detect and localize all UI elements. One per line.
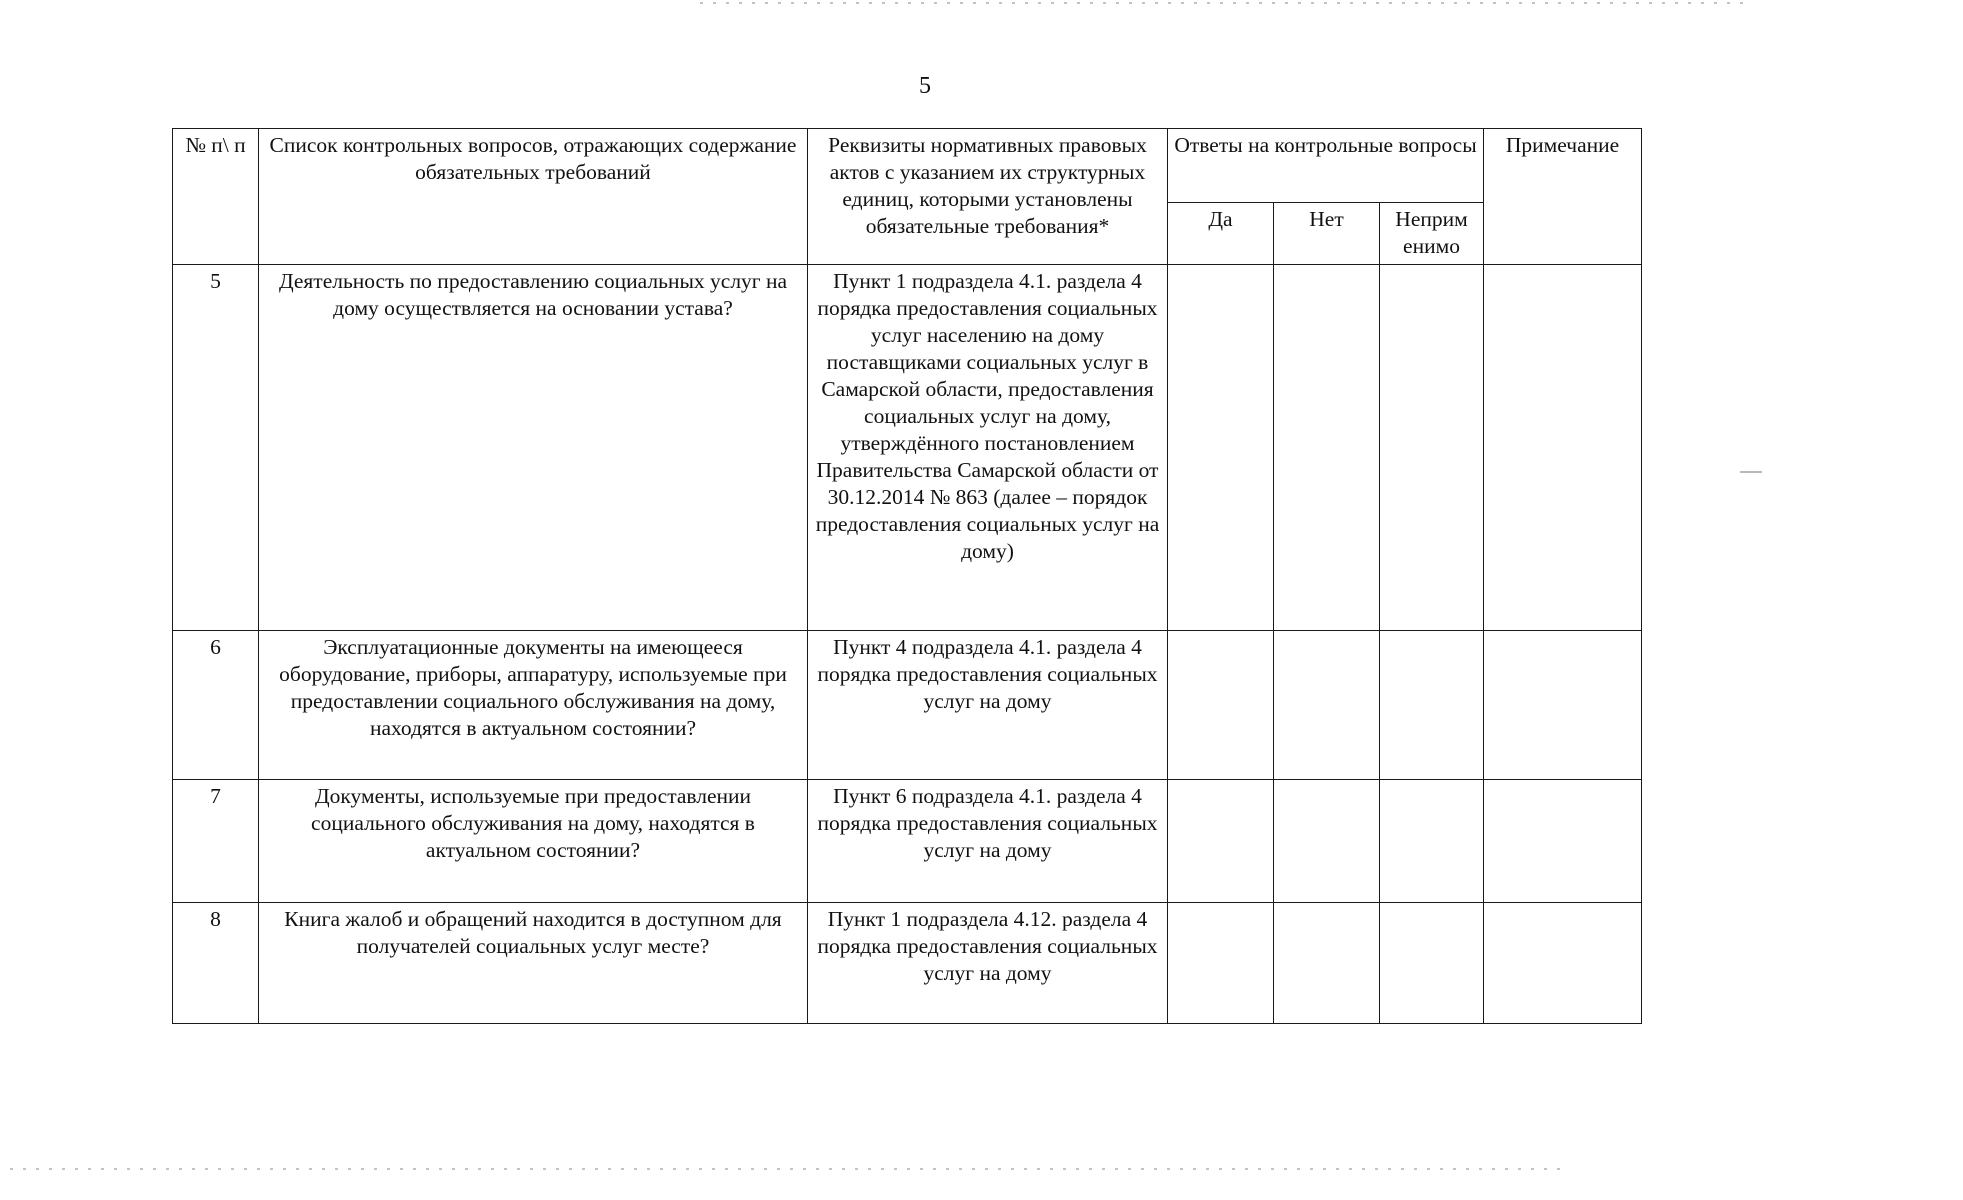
row-question: Деятельность по предоставлению социальных услуг на дому осуществляется на основании устава? [259,265,808,631]
scan-artifact-dash [1740,471,1762,473]
header-requisites: Реквизиты нормативных правовых актов с указанием их структурных единиц, которыми установлены обязательные требования* [808,129,1168,265]
row-requisites: Пункт 6 подраздела 4.1. раздела 4 порядка предоставления социальных услуг на дому [808,780,1168,903]
header-question: Список контрольных вопросов, отражающих содержание обязательных требований [259,129,808,265]
header-answer-no: Нет [1274,203,1380,265]
answer-yes-cell [1168,631,1274,780]
answer-na-cell [1380,903,1484,1024]
row-question: Книга жалоб и обращений находится в доступном для получателей социальных услуг месте? [259,903,808,1024]
row-requisites: Пункт 1 подраздела 4.12. раздела 4 порядка предоставления социальных услуг на дому [808,903,1168,1024]
note-cell [1484,265,1642,631]
answer-yes-cell [1168,903,1274,1024]
header-number: № п\ п [173,129,259,265]
answer-no-cell [1274,631,1380,780]
answer-no-cell [1274,903,1380,1024]
row-question: Документы, используемые при предоставлении социального обслуживания на дому, находятся в актуальном состоянии? [259,780,808,903]
answer-yes-cell [1168,780,1274,903]
scan-artifact-bottom [10,1168,1570,1170]
header-answer-yes: Да [1168,203,1274,265]
row-number: 8 [173,903,259,1024]
table-row [173,903,1642,1024]
answer-no-cell [1274,780,1380,903]
row-number: 5 [173,265,259,631]
note-cell [1484,903,1642,1024]
row-question: Эксплуатационные документы на имеющееся оборудование, приборы, аппаратуру, используемые при предоставлении социального обслуживания на дому, находятся в актуальном состоянии? [259,631,808,780]
row-number: 7 [173,780,259,903]
table-row [173,631,1642,780]
header-answers: Ответы на контрольные вопросы [1168,129,1484,203]
answer-na-cell [1380,265,1484,631]
note-cell [1484,631,1642,780]
answer-no-cell [1274,265,1380,631]
answer-yes-cell [1168,265,1274,631]
page-number: 5 [919,73,931,99]
row-requisites: Пункт 1 подраздела 4.1. раздела 4 порядка предоставления социальных услуг населению на дому поставщиками социальных услуг в Самарской области, предоставления социальных услуг на дому, утверждённого постановлением Правительства Самарской области от 30.12.2014 № 863 (далее – порядок предоставления социальных услуг на дому) [808,265,1168,631]
scan-artifact-top [700,2,1750,4]
answer-na-cell [1380,631,1484,780]
table-row [173,265,1642,631]
header-answer-na: Неприм енимо [1380,203,1484,265]
row-number: 6 [173,631,259,780]
row-requisites: Пункт 4 подраздела 4.1. раздела 4 порядка предоставления социальных услуг на дому [808,631,1168,780]
checklist-table [172,128,1642,1024]
note-cell [1484,780,1642,903]
answer-na-cell [1380,780,1484,903]
table-row [173,780,1642,903]
header-note: Примечание [1484,129,1642,265]
